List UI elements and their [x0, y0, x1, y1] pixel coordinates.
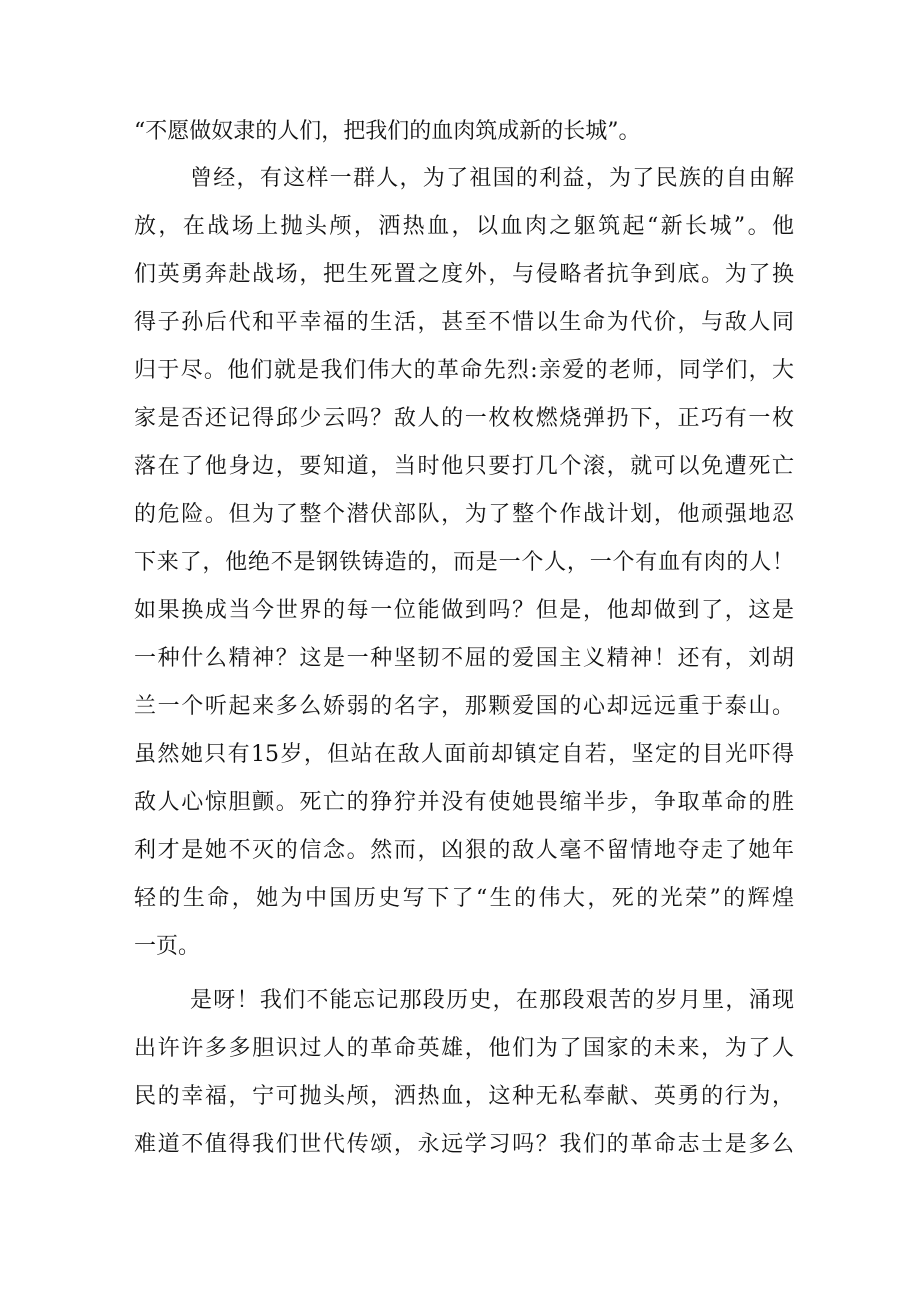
- text-line-3: 放，在战场上抛头颅，洒热血，以血肉之躯筑起“新长城”。他: [134, 214, 794, 239]
- text-line-21: 民的幸福，宁可抛头颅，洒热血，这种无私奉献、英勇的行为，: [134, 1084, 794, 1109]
- text-line-17: 轻的生命，她为中国历史写下了“生的伟大，死的光荣”的辉煌: [134, 886, 794, 911]
- text-line-8: 落在了他身边，要知道，当时他只要打几个滚，就可以免遭死亡: [134, 454, 794, 479]
- text-line-7: 家是否还记得邱少云吗？敌人的一枚枚燃烧弹扔下，正巧有一枚: [134, 406, 794, 431]
- text-line-10: 下来了，他绝不是钢铁铸造的，而是一个人，一个有血有肉的人！: [134, 550, 794, 575]
- text-line-22: 难道不值得我们世代传颂，永远学习吗？我们的革命志士是多么: [134, 1132, 794, 1157]
- text-line-2: 曾经，有这样一群人，为了祖国的利益，为了民族的自由解: [190, 166, 794, 191]
- text-line-16: 利才是她不灭的信念。然而，凶狠的敌人毫不留情地夺走了她年: [134, 838, 794, 863]
- text-line-20: 出许许多多胆识过人的革命英雄，他们为了国家的未来，为了人: [134, 1036, 794, 1061]
- text-line-6: 归于尽。他们就是我们伟大的革命先烈:亲爱的老师，同学们，大: [134, 358, 794, 383]
- text-line-18: 一页。: [134, 934, 201, 959]
- text-line-12: 一种什么精神？这是一种坚韧不屈的爱国主义精神！还有，刘胡: [134, 646, 794, 671]
- text-line-4: 们英勇奔赴战场，把生死置之度外，与侵略者抗争到底。为了换: [134, 262, 794, 287]
- text-line-15: 敌人心惊胆颤。死亡的狰狞并没有使她畏缩半步，争取革命的胜: [134, 790, 794, 815]
- text-line-5: 得子孙后代和平幸福的生活，甚至不惜以生命为代价，与敌人同: [134, 310, 794, 335]
- text-line-11: 如果换成当今世界的每一位能做到吗？但是，他却做到了，这是: [134, 598, 794, 623]
- text-line-13: 兰一个听起来多么娇弱的名字，那颗爱国的心却远远重于泰山。: [134, 694, 794, 719]
- text-line-14: 虽然她只有15岁，但站在敌人面前却镇定自若，坚定的目光吓得: [134, 742, 794, 767]
- text-line-19: 是呀！我们不能忘记那段历史，在那段艰苦的岁月里，涌现: [190, 988, 794, 1013]
- text-line-9: 的危险。但为了整个潜伏部队，为了整个作战计划，他顽强地忍: [134, 502, 794, 527]
- text-line-1: “不愿做奴隶的人们，把我们的血肉筑成新的长城”。: [134, 119, 641, 144]
